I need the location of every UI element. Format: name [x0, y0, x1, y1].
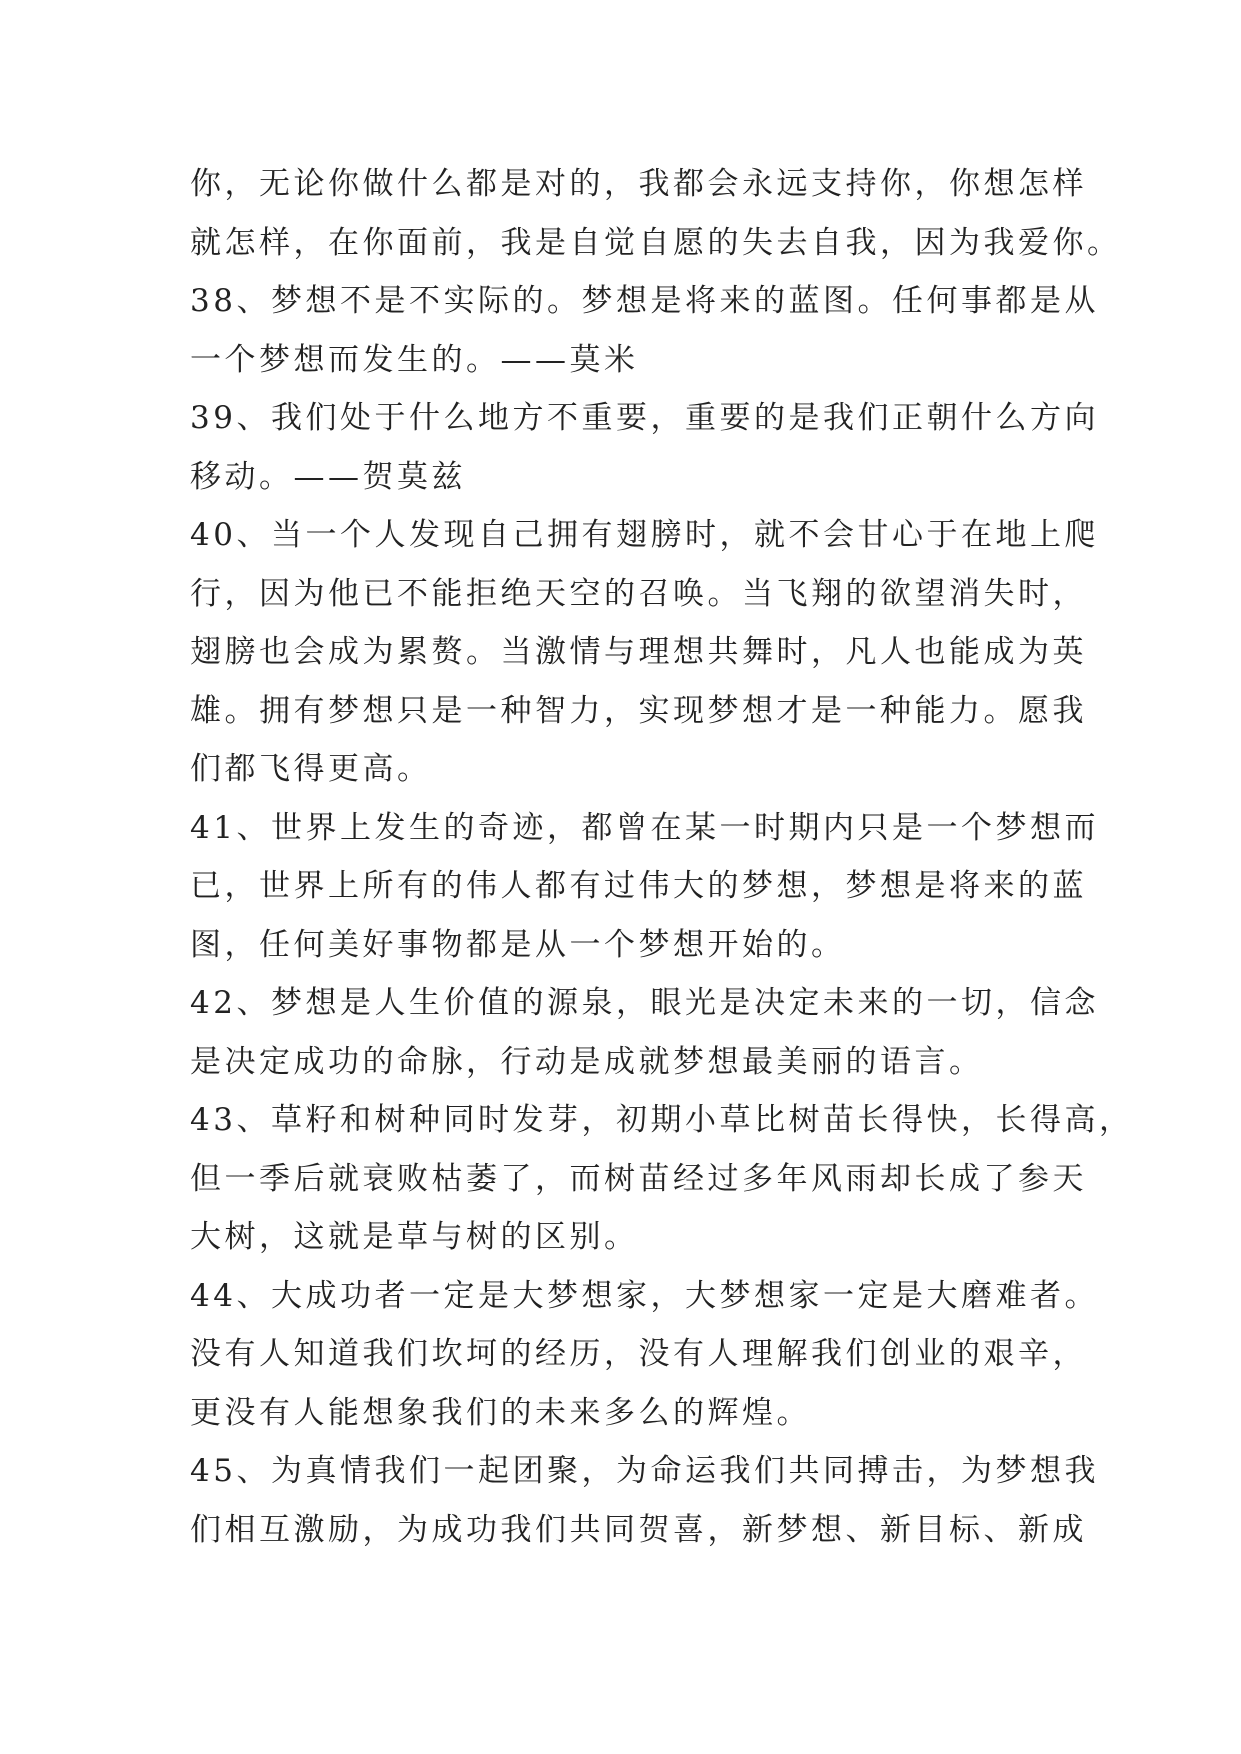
text-line: 行，因为他已不能拒绝天空的召唤。当飞翔的欲望消失时，	[190, 575, 1087, 612]
text-line: 39、我们处于什么地方不重要，重要的是我们正朝什么方向	[190, 400, 1099, 436]
text-line: 们相互激励，为成功我们共同贺喜，新梦想、新目标、新成	[190, 1511, 1087, 1548]
text-line: 翅膀也会成为累赘。当激情与理想共舞时，凡人也能成为英	[190, 634, 1087, 670]
text-line: 38、梦想不是不实际的。梦想是将来的蓝图。任何事都是从	[190, 283, 1099, 319]
text-line: 44、大成功者一定是大梦想家，大梦想家一定是大磨难者。	[190, 1277, 1099, 1314]
body-text	[190, 155, 1134, 1559]
text-line: 你，无论你做什么都是对的，我都会永远支持你，你想怎样	[190, 166, 1087, 202]
text-line: 就怎样，在你面前，我是自觉自愿的失去自我，因为我爱你。	[190, 224, 1122, 261]
text-line: 一个梦想而发生的。——莫米	[190, 341, 639, 378]
text-line: 们都飞得更高。	[190, 751, 432, 787]
text-line: 图，任何美好事物都是从一个梦想开始的。	[190, 926, 846, 963]
text-line: 移动。——贺莫兹	[190, 458, 466, 495]
text-line: 没有人知道我们坎坷的经历，没有人理解我们创业的艰辛，	[190, 1336, 1087, 1372]
text-line: 更没有人能想象我们的未来多么的辉煌。	[190, 1394, 811, 1431]
text-line: 但一季后就衰败枯萎了，而树苗经过多年风雨却长成了参天	[190, 1160, 1087, 1197]
text-line: 雄。拥有梦想只是一种智力，实现梦想才是一种能力。愿我	[190, 692, 1087, 729]
text-line: 41、世界上发生的奇迹，都曾在某一时期内只是一个梦想而	[190, 809, 1099, 846]
text-line: 是决定成功的命脉，行动是成就梦想最美丽的语言。	[190, 1043, 984, 1080]
text-line: 已，世界上所有的伟人都有过伟大的梦想，梦想是将来的蓝	[190, 868, 1087, 904]
text-line: 45、为真情我们一起团聚，为命运我们共同搏击，为梦想我	[190, 1453, 1099, 1489]
text-line: 大树，这就是草与树的区别。	[190, 1219, 639, 1255]
text-line: 42、梦想是人生价值的源泉，眼光是决定未来的一切，信念	[190, 985, 1099, 1021]
text-line: 43、草籽和树种同时发芽，初期小草比树苗长得快，长得高，	[190, 1102, 1134, 1138]
text-line: 40、当一个人发现自己拥有翅膀时，就不会甘心于在地上爬	[190, 517, 1099, 553]
